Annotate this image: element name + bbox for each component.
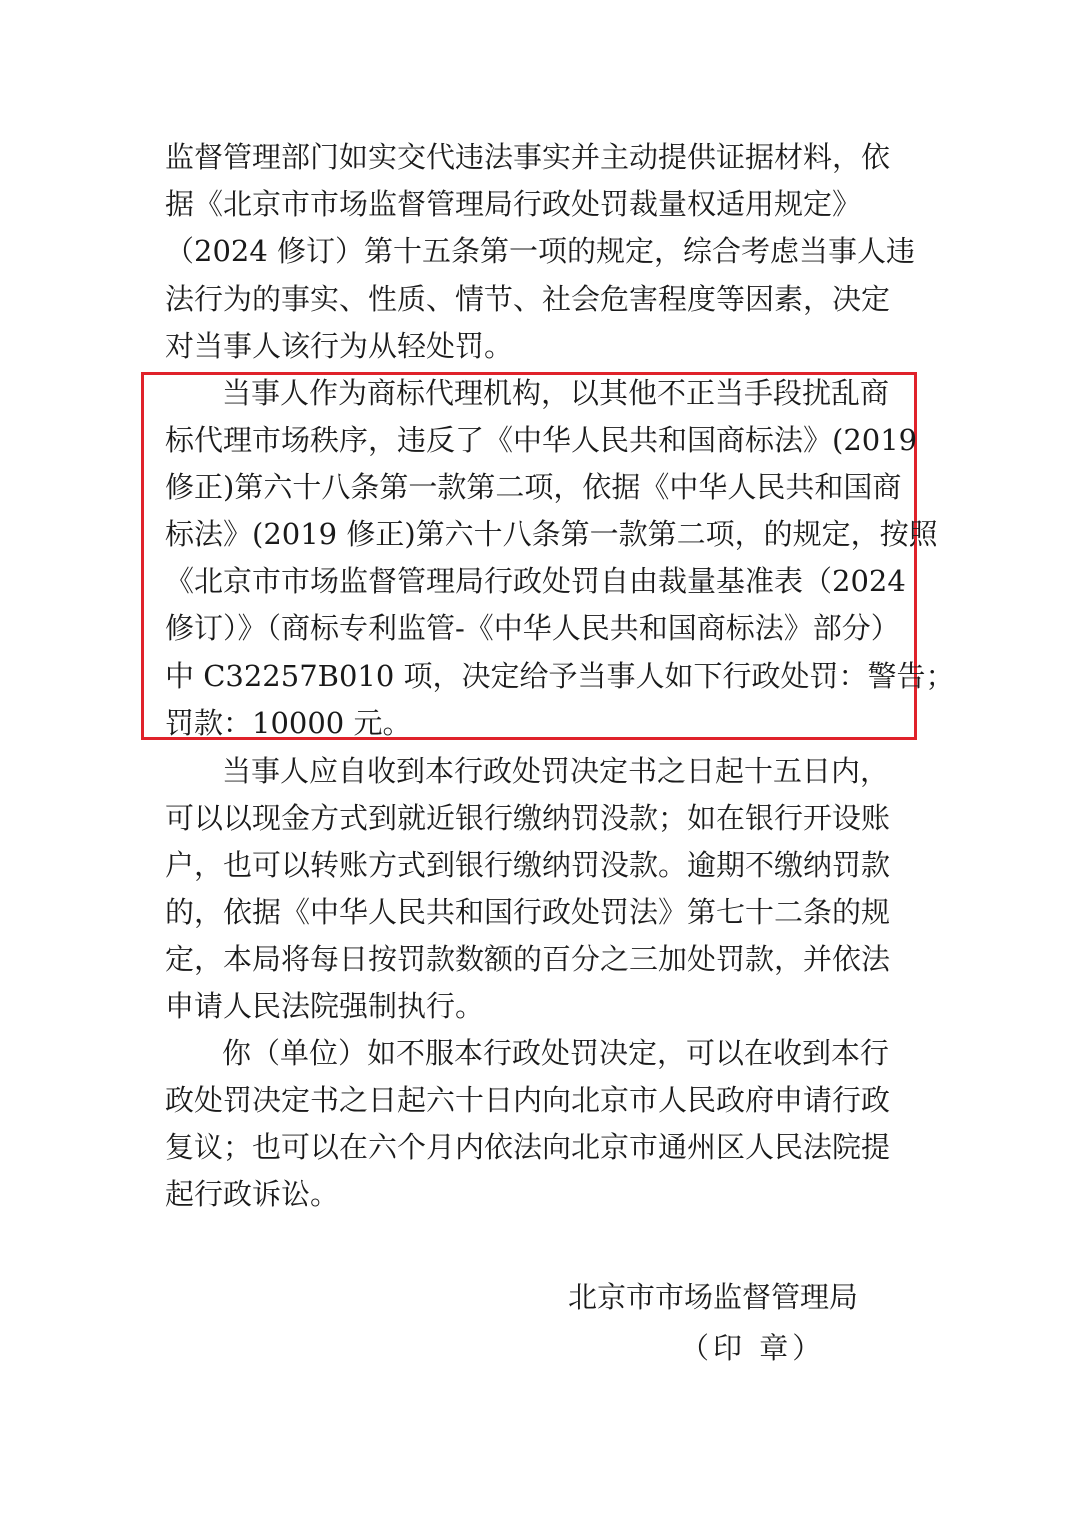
paragraph-1-line-5: 对当事人该行为从轻处罚。 bbox=[165, 329, 514, 363]
paragraph-2-line-1: 当事人作为商标代理机构，以其他不正当手段扰乱商 bbox=[222, 376, 890, 410]
paragraph-4-line-3: 复议；也可以在六个月内依法向北京市通州区人民法院提 bbox=[165, 1130, 891, 1164]
paragraph-3-line-3: 户，也可以转账方式到银行缴纳罚没款。逾期不缴纳罚款 bbox=[165, 848, 891, 882]
paragraph-2-line-7: 中 C32257B010 项，决定给予当事人如下行政处罚：警告； bbox=[165, 659, 955, 693]
paragraph-1-line-4: 法行为的事实、性质、情节、社会危害程度等因素，决定 bbox=[165, 282, 891, 316]
paragraph-3-line-4: 的，依据《中华人民共和国行政处罚法》第七十二条的规 bbox=[165, 895, 891, 929]
paragraph-2-line-8: 罚款：10000 元。 bbox=[165, 706, 412, 740]
paragraph-2-line-2: 标代理市场秩序，违反了《中华人民共和国商标法》(2019 bbox=[165, 423, 918, 457]
paragraph-3-line-6: 申请人民法院强制执行。 bbox=[165, 989, 485, 1023]
issuer-name: 北京市市场监督管理局 bbox=[568, 1280, 859, 1314]
paragraph-1-line-2: 据《北京市市场监督管理局行政处罚裁量权适用规定》 bbox=[165, 187, 862, 221]
seal-note: （印 章） bbox=[680, 1331, 826, 1365]
paragraph-4-line-1: 你（单位）如不服本行政处罚决定，可以在收到本行 bbox=[222, 1036, 890, 1070]
paragraph-3-line-1: 当事人应自收到本行政处罚决定书之日起十五日内， bbox=[222, 754, 890, 788]
paragraph-4-line-2: 政处罚决定书之日起六十日内向北京市人民政府申请行政 bbox=[165, 1083, 891, 1117]
paragraph-3-line-5: 定，本局将每日按罚款数额的百分之三加处罚款，并依法 bbox=[165, 942, 891, 976]
paragraph-2-line-5: 《北京市市场监督管理局行政处罚自由裁量基准表（2024 bbox=[165, 564, 906, 598]
paragraph-4-line-4: 起行政诉讼。 bbox=[165, 1177, 340, 1211]
paragraph-1-line-1: 监督管理部门如实交代违法事实并主动提供证据材料，依 bbox=[165, 140, 891, 174]
paragraph-2-line-3: 修正)第六十八条第一款第二项，依据《中华人民共和国商 bbox=[165, 470, 902, 504]
paragraph-2-line-4: 标法》(2019 修正)第六十八条第一款第二项，的规定，按照 bbox=[165, 517, 938, 551]
paragraph-1-line-3: （2024 修订）第十五条第一项的规定，综合考虑当事人违 bbox=[165, 234, 916, 268]
paragraph-3-line-2: 可以以现金方式到就近银行缴纳罚没款；如在银行开设账 bbox=[165, 801, 891, 835]
paragraph-2-line-6: 修订）》（商标专利监管-《中华人民共和国商标法》部分） bbox=[165, 611, 900, 645]
